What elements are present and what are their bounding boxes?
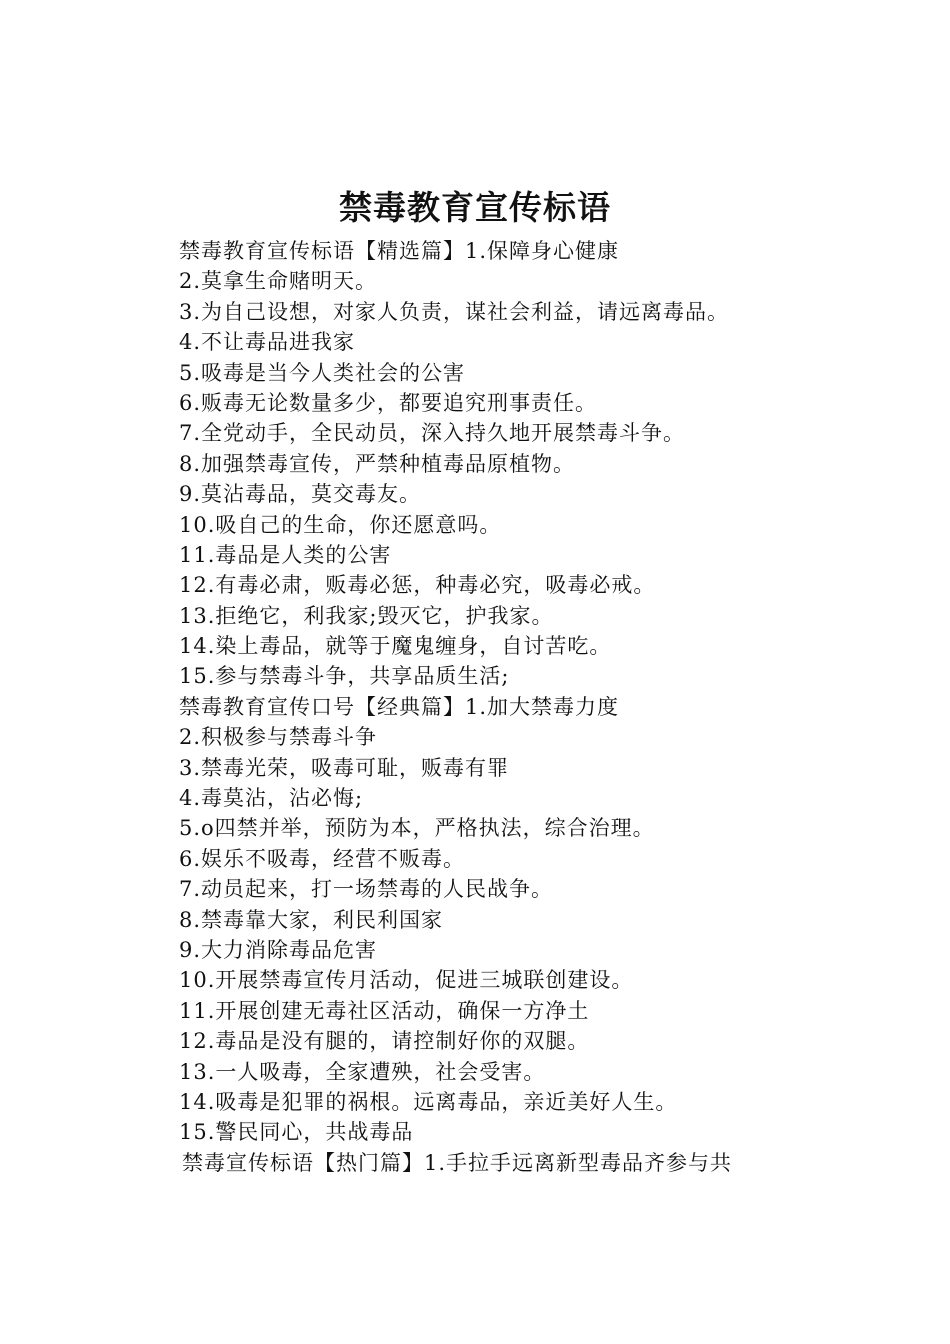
text-line: 7.动员起来，打一场禁毒的人民战争。 <box>179 877 554 902</box>
text-line: 3.禁毒光荣，吸毒可耻，贩毒有罪 <box>179 755 510 780</box>
text-line: 禁毒教育宣传口号【经典篇】1.加大禁毒力度 <box>179 694 620 719</box>
text-line: 禁毒宣传标语【热门篇】1.手拉手远离新型毒品齐参与共 <box>182 1150 733 1175</box>
text-line: 3.为自己设想，对家人负责，谋社会利益，请远离毒品。 <box>179 299 730 324</box>
text-line: 2.积极参与禁毒斗争 <box>179 725 378 750</box>
text-line: 15.警民同心，共战毒品 <box>179 1120 414 1145</box>
text-line: 11.开展创建无毒社区活动，确保一方净土 <box>179 998 590 1023</box>
text-line: 9.大力消除毒品危害 <box>179 937 378 962</box>
text-line: 5.o四禁并举，预防为本，严格执法，综合治理。 <box>179 816 655 841</box>
text-line: 13.一人吸毒，全家遭殃，社会受害。 <box>179 1059 546 1084</box>
text-line: 10.吸自己的生命，你还愿意吗。 <box>179 512 502 537</box>
text-line: 5.吸毒是当今人类社会的公害 <box>179 360 466 385</box>
text-line: 8.加强禁毒宣传，严禁种植毒品原植物。 <box>179 451 576 476</box>
text-line: 7.全党动手，全民动员，深入持久地开展禁毒斗争。 <box>179 421 686 446</box>
text-line: 12.毒品是没有腿的，请控制好你的双腿。 <box>179 1029 590 1054</box>
text-line: 15.参与禁毒斗争，共享品质生活; <box>179 664 510 689</box>
text-line: 4.毒莫沾，沾必悔; <box>179 786 364 811</box>
text-line: 14.吸毒是犯罪的祸根。远离毒品，亲近美好人生。 <box>179 1089 678 1114</box>
text-line: 11.毒品是人类的公害 <box>179 542 392 567</box>
text-line: 12.有毒必肃，贩毒必惩，种毒必究，吸毒必戒。 <box>179 573 656 598</box>
text-line: 4.不让毒品进我家 <box>179 330 356 355</box>
text-line: 2.莫拿生命赌明天。 <box>179 269 378 294</box>
document-body <box>179 236 879 1178</box>
text-line: 6.娱乐不吸毒，经营不贩毒。 <box>179 846 466 871</box>
text-line: 13.拒绝它，利我家;毁灭它，护我家。 <box>179 603 554 628</box>
text-line: 6.贩毒无论数量多少，都要追究刑事责任。 <box>179 390 598 415</box>
text-line: 9.莫沾毒品，莫交毒友。 <box>179 482 422 507</box>
text-line: 14.染上毒品，就等于魔鬼缠身，自讨苦吃。 <box>179 634 612 659</box>
text-line: 禁毒教育宣传标语【精选篇】1.保障身心健康 <box>179 239 620 263</box>
text-line: 8.禁毒靠大家，利民利国家 <box>179 907 444 932</box>
document-title: 禁毒教育宣传标语 <box>339 188 611 227</box>
text-line: 10.开展禁毒宣传月活动，促进三城联创建设。 <box>179 968 634 993</box>
